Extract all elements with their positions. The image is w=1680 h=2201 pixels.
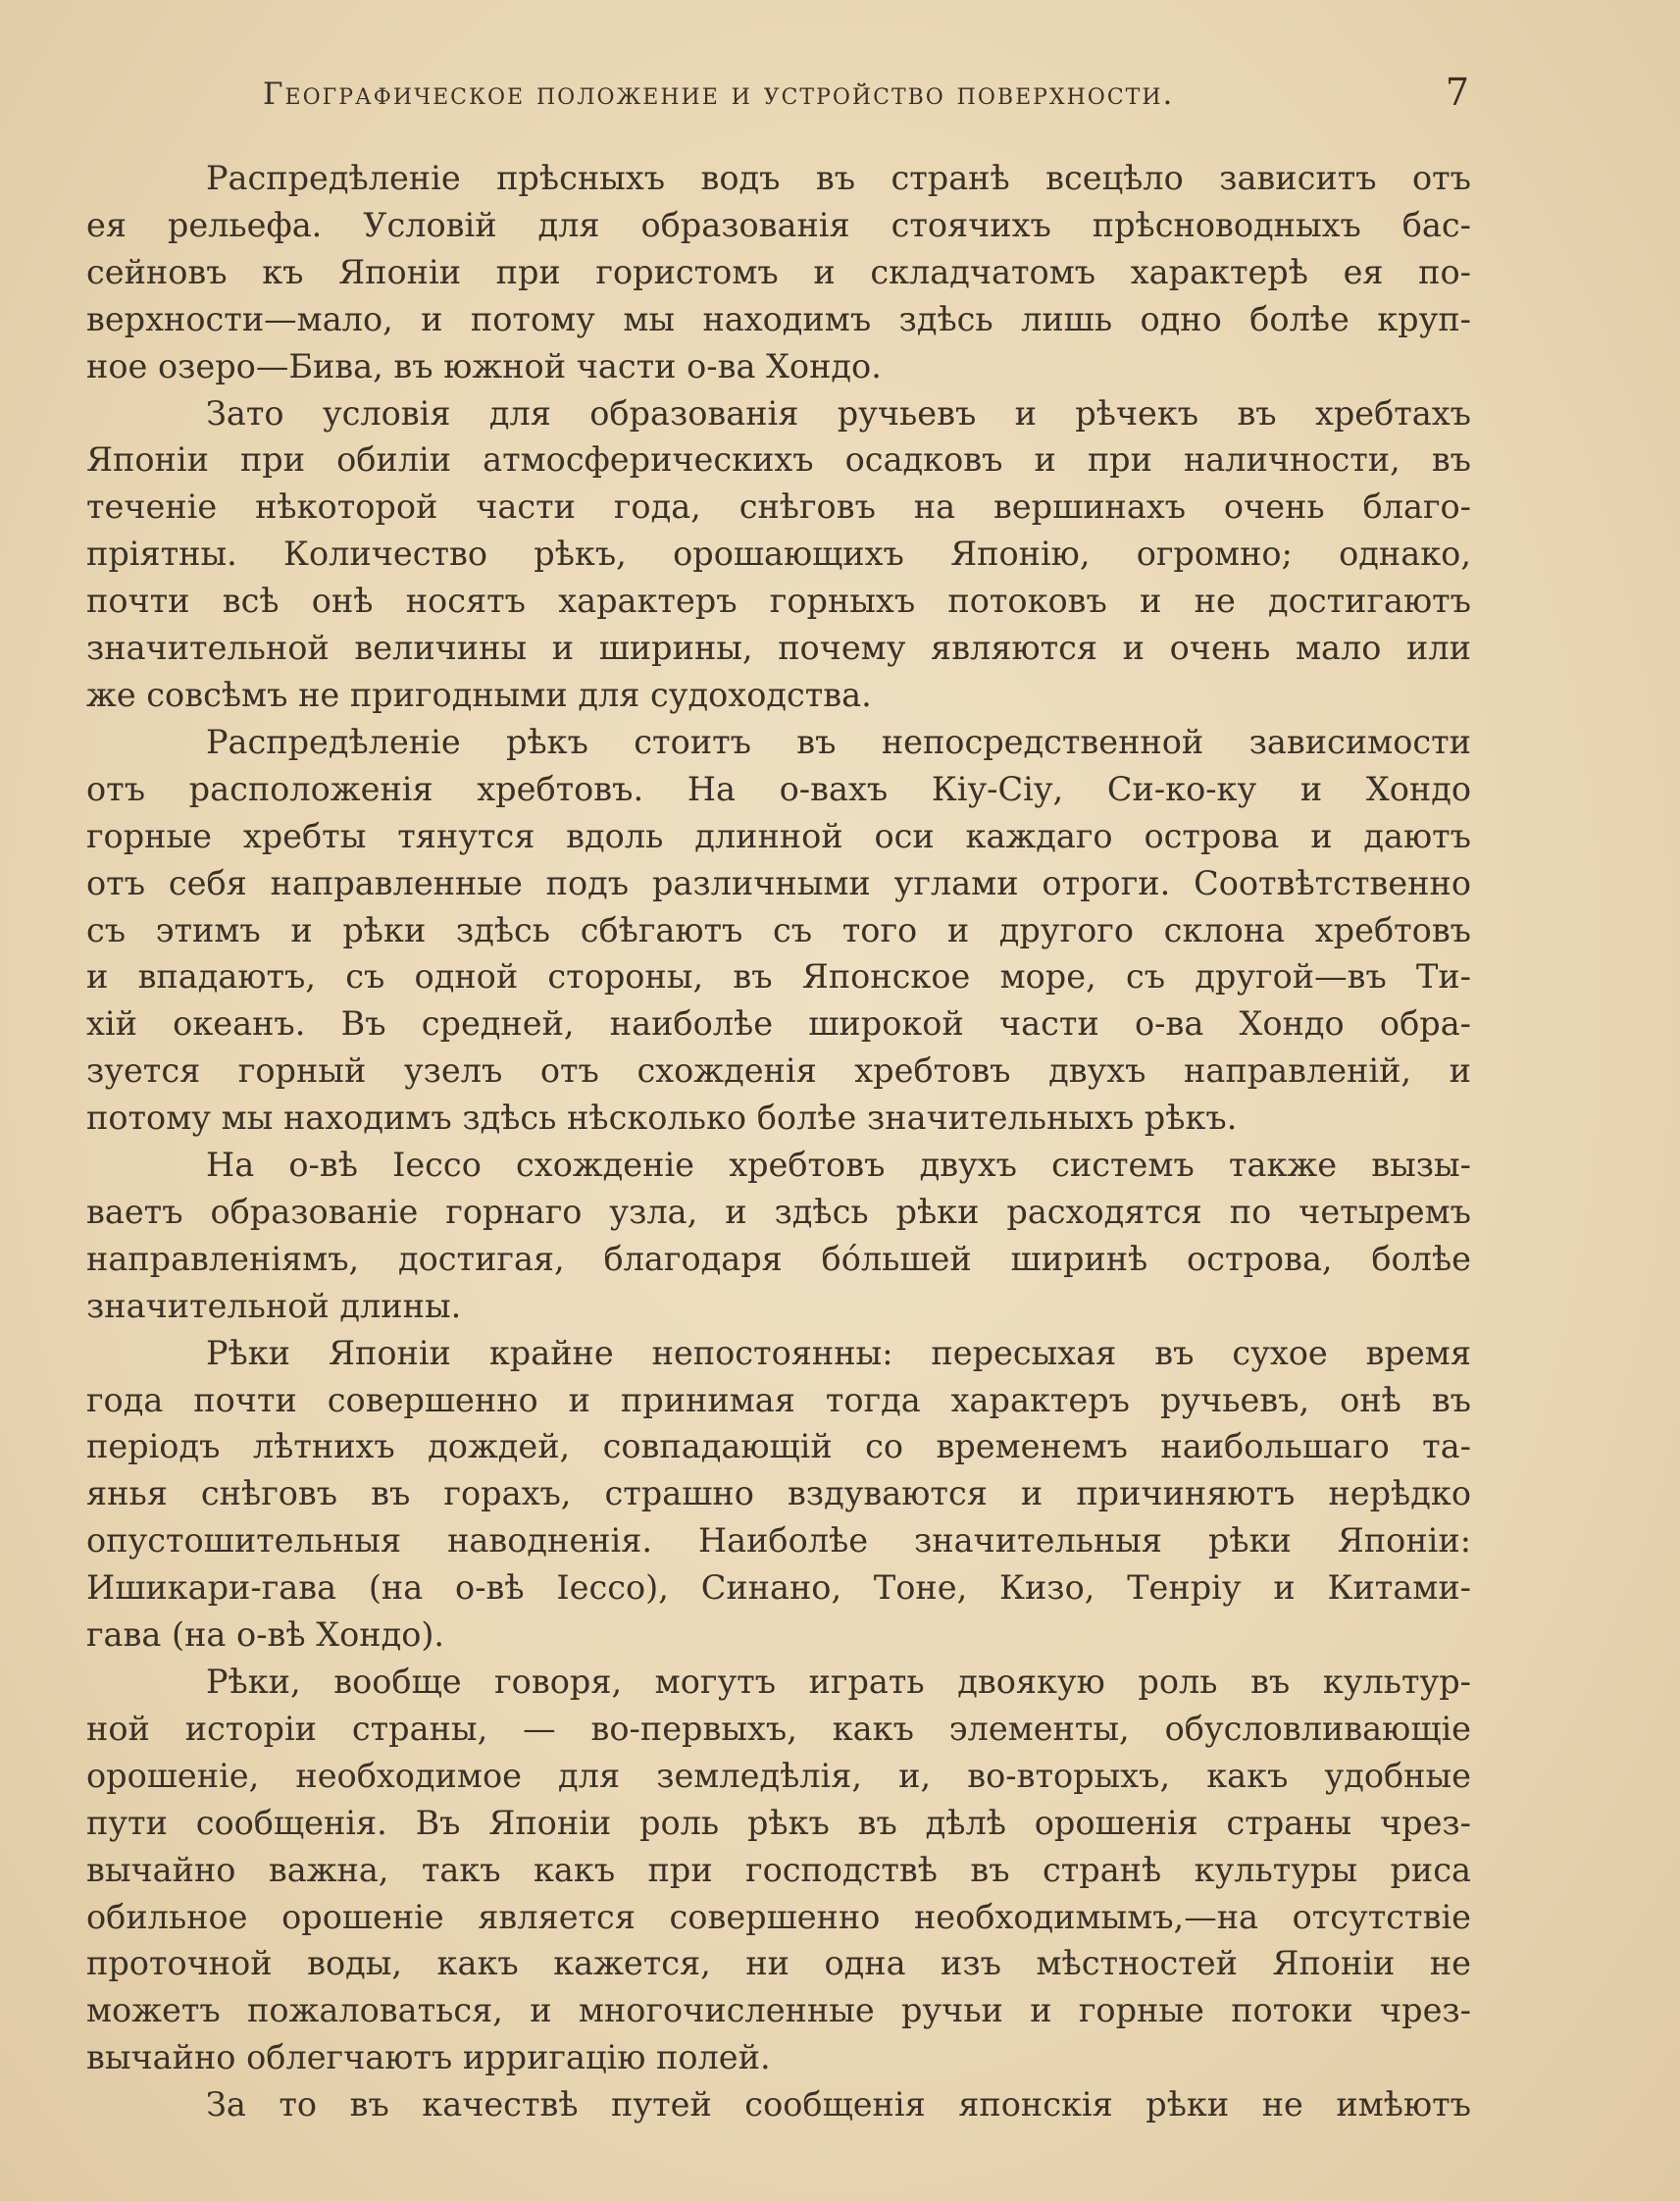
text-line: періодъ лѣтнихъ дождей, совпадающій со временемъ наибольшаго та- xyxy=(86,1427,1471,1466)
text-line: На о-вѣ Іессо схожденіе хребтовъ двухъ системъ также вызы- xyxy=(206,1146,1471,1185)
text-line: Зато условія для образованія ручьевъ и рѣчекъ въ хребтахъ xyxy=(206,393,1471,433)
text-line: съ этимъ и рѣки здѣсь сбѣгаютъ съ того и другого склона хребтовъ xyxy=(86,910,1471,949)
text-line: и впадаютъ, съ одной стороны, въ Японское море, съ другой—въ Ти- xyxy=(86,957,1471,997)
text-line: гава (на о-вѣ Хондо). xyxy=(86,1615,445,1655)
text-line: вычайно облегчаютъ ирригацію полей. xyxy=(86,2038,771,2077)
text-line: почти всѣ онѣ носятъ характеръ горныхъ потоковъ и не достигаютъ xyxy=(86,582,1471,621)
text-line: горные хребты тянутся вдоль длинной оси каждаго острова и даютъ xyxy=(86,816,1471,855)
body-text xyxy=(86,155,1471,2128)
text-line: хій океанъ. Въ средней, наиболѣе широкой части о-ва Хондо обра- xyxy=(86,1004,1471,1044)
text-line: значительной величины и ширины, почему являются и очень мало или xyxy=(86,629,1471,668)
text-line: зуется горный узелъ отъ схожденія хребтовъ двухъ направленій, и xyxy=(86,1051,1471,1091)
text-line: проточной воды, какъ кажется, ни одна изъ мѣстностей Японіи не xyxy=(86,1944,1471,1983)
text-line: пути сообщенія. Въ Японіи роль рѣкъ въ дѣлѣ орошенія страны чрез- xyxy=(86,1803,1471,1842)
text-line: Ишикари-гава (на о-вѣ Іессо), Синано, Тоне, Кизо, Тенріу и Китами- xyxy=(86,1568,1471,1608)
text-line: ное озеро—Бива, въ южной части о-ва Хондо. xyxy=(86,346,882,385)
text-line: Распредѣленіе прѣсныхъ водъ въ странѣ всецѣло зависитъ отъ xyxy=(206,159,1471,197)
text-line: отъ расположенія хребтовъ. На о-вахъ Кіу-Сіу, Си-ко-ку и Хондо xyxy=(86,769,1471,808)
text-line: отъ себя направленные подъ различными углами отроги. Соотвѣтственно xyxy=(86,863,1471,902)
text-line: теченіе нѣкоторой части года, снѣговъ на вершинахъ очень благо- xyxy=(86,487,1471,527)
text-line: можетъ пожаловаться, и многочисленные ручьи и горные потоки чрез- xyxy=(86,1991,1471,2030)
text-line: года почти совершенно и принимая тогда характеръ ручьевъ, онѣ въ xyxy=(86,1380,1471,1419)
text-line: ной исторіи страны, — во-первыхъ, какъ элементы, обусловливающіе xyxy=(86,1709,1471,1748)
running-title: Географическое положение и устройство поверхности. xyxy=(263,77,1175,112)
text-line: орошеніе, необходимое для земледѣлія, и, во-вторыхъ, какъ удобные xyxy=(86,1756,1471,1795)
text-line: вычайно важна, такъ какъ при господствѣ въ странѣ культуры риса xyxy=(86,1850,1471,1889)
page-number: 7 xyxy=(1445,71,1469,114)
text-line: обильное орошеніе является совершенно необходимымъ,—на отсутствіе xyxy=(86,1897,1471,1936)
text-line: янья снѣговъ въ горахъ, страшно вздуваются и причиняютъ нерѣдко xyxy=(86,1474,1471,1513)
text-line: же совсѣмъ не пригодными для судоходства. xyxy=(86,675,872,714)
text-line: сейновъ къ Японіи при гористомъ и складчатомъ характерѣ ея по- xyxy=(86,252,1471,291)
text-line: За то въ качествѣ путей сообщенія японскія рѣки не имѣютъ xyxy=(206,2085,1471,2124)
text-line: Распредѣленіе рѣкъ стоитъ въ непосредственной зависимости xyxy=(206,722,1471,761)
text-line: потому мы находимъ здѣсь нѣсколько болѣе значительныхъ рѣкъ. xyxy=(86,1099,1238,1138)
text-line: ея рельефа. Условій для образованія стоячихъ прѣсноводныхъ бас- xyxy=(86,205,1471,244)
text-line: направленіямъ, достигая, благодаря бóльшей ширинѣ острова, болѣе xyxy=(86,1239,1471,1278)
text-line: ваетъ образованіе горнаго узла, и здѣсь рѣки расходятся по четыремъ xyxy=(86,1192,1471,1231)
text-line: Японіи при обиліи атмосферическихъ осадковъ и при наличности, въ xyxy=(86,440,1471,480)
text-line: опустошительныя наводненія. Наиболѣе значительныя рѣки Японіи: xyxy=(86,1521,1471,1561)
text-line: верхности—мало, и потому мы находимъ здѣсь лишь одно болѣе круп- xyxy=(86,299,1471,338)
text-line: значительной длины. xyxy=(86,1286,462,1325)
text-line: Рѣки Японіи крайне непостоянны: пересыхая въ сухое время xyxy=(206,1333,1471,1372)
text-line: Рѣки, вообще говоря, могутъ играть двоякую роль въ культур- xyxy=(206,1663,1471,1701)
page-header xyxy=(263,71,1469,126)
text-line: пріятны. Количество рѣкъ, орошающихъ Японію, огромно; однако, xyxy=(86,535,1471,574)
